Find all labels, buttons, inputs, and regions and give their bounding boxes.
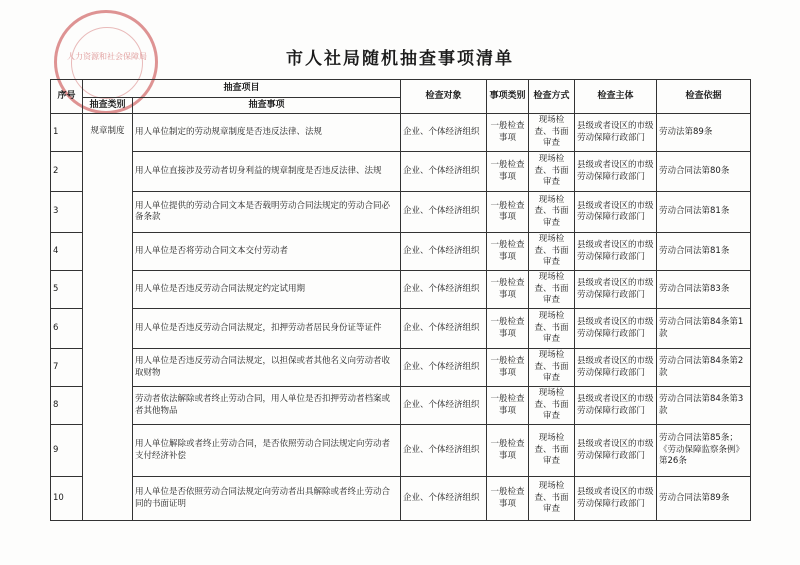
inspection-subject: 县级或者设区的市级劳动保障行政部门 (575, 271, 657, 309)
seal-text: 人力资源和社会保障局 (67, 52, 147, 61)
inspection-subject: 县级或者设区的市级劳动保障行政部门 (575, 114, 657, 152)
page-title: 市人社局随机抽查事项清单 (286, 49, 514, 69)
row-number: 3 (51, 192, 83, 233)
header-subject: 检查主体 (575, 80, 657, 114)
item-type: 一般检查事项 (487, 477, 529, 521)
legal-basis: 劳动合同法第81条 (657, 192, 751, 233)
table-row (51, 114, 751, 152)
legal-basis: 劳动合同法第84条第3款 (657, 387, 751, 425)
inspection-item: 用人单位解除或者终止劳动合同，是否依照劳动合同法规定向劳动者支付经济补偿 (133, 425, 401, 477)
header-object: 检查对象 (401, 80, 487, 114)
inspection-method: 现场检查、书面审查 (529, 233, 575, 271)
inspection-subject: 县级或者设区的市级劳动保障行政部门 (575, 349, 657, 387)
category-cell: 规章制度 (83, 114, 133, 521)
table-row (51, 233, 751, 271)
inspection-method: 现场检查、书面审查 (529, 271, 575, 309)
header-category: 抽查类别 (83, 98, 133, 114)
row-number: 4 (51, 233, 83, 271)
legal-basis: 劳动合同法第83条 (657, 271, 751, 309)
row-number: 1 (51, 114, 83, 152)
inspection-subject: 县级或者设区的市级劳动保障行政部门 (575, 309, 657, 349)
inspection-subject: 县级或者设区的市级劳动保障行政部门 (575, 152, 657, 192)
table-row (51, 152, 751, 192)
legal-basis: 劳动合同法第84条第2款 (657, 349, 751, 387)
row-number: 5 (51, 271, 83, 309)
inspection-method: 现场检查、书面审查 (529, 114, 575, 152)
header-item-group: 抽查项目 (83, 80, 401, 98)
table-row (51, 425, 751, 477)
inspection-method: 现场检查、书面审查 (529, 477, 575, 521)
inspection-object: 企业、个体经济组织 (401, 233, 487, 271)
inspection-object: 企业、个体经济组织 (401, 152, 487, 192)
inspection-method: 现场检查、书面审查 (529, 309, 575, 349)
table-row (51, 309, 751, 349)
inspection-subject: 县级或者设区的市级劳动保障行政部门 (575, 477, 657, 521)
inspection-object: 企业、个体经济组织 (401, 349, 487, 387)
inspection-item: 用人单位制定的劳动规章制度是否违反法律、法规 (133, 114, 401, 152)
header-no: 序号 (51, 80, 83, 114)
item-type: 一般检查事项 (487, 309, 529, 349)
header-basis: 检查依据 (657, 80, 751, 114)
row-number: 6 (51, 309, 83, 349)
inspection-method: 现场检查、书面审查 (529, 349, 575, 387)
row-number: 10 (51, 477, 83, 521)
row-number: 7 (51, 349, 83, 387)
inspection-method: 现场检查、书面审查 (529, 152, 575, 192)
item-type: 一般检查事项 (487, 271, 529, 309)
header-item: 抽查事项 (133, 98, 401, 114)
item-type: 一般检查事项 (487, 387, 529, 425)
legal-basis: 劳动合同法第89条 (657, 477, 751, 521)
inspection-object: 企业、个体经济组织 (401, 192, 487, 233)
item-type: 一般检查事项 (487, 349, 529, 387)
item-type: 一般检查事项 (487, 233, 529, 271)
inspection-item: 用人单位是否违反劳动合同法规定，以担保或者其他名义向劳动者收取财物 (133, 349, 401, 387)
item-type: 一般检查事项 (487, 152, 529, 192)
row-number: 9 (51, 425, 83, 477)
table-row (51, 192, 751, 233)
inspection-object: 企业、个体经济组织 (401, 425, 487, 477)
legal-basis: 劳动合同法第81条 (657, 233, 751, 271)
header-method: 检查方式 (529, 80, 575, 114)
inspection-object: 企业、个体经济组织 (401, 271, 487, 309)
table-row (51, 349, 751, 387)
inspection-item: 用人单位是否依照劳动合同法规定向劳动者出具解除或者终止劳动合同的书面证明 (133, 477, 401, 521)
legal-basis: 劳动合同法第80条 (657, 152, 751, 192)
row-number: 8 (51, 387, 83, 425)
inspection-item: 用人单位直接涉及劳动者切身利益的规章制度是否违反法律、法规 (133, 152, 401, 192)
item-type: 一般检查事项 (487, 425, 529, 477)
table-row (51, 387, 751, 425)
inspection-method: 现场检查、书面审查 (529, 192, 575, 233)
inspection-subject: 县级或者设区的市级劳动保障行政部门 (575, 233, 657, 271)
row-number: 2 (51, 152, 83, 192)
item-type: 一般检查事项 (487, 114, 529, 152)
item-type: 一般检查事项 (487, 192, 529, 233)
inspection-method: 现场检查、书面审查 (529, 387, 575, 425)
table-header-row (51, 80, 751, 98)
inspection-object: 企业、个体经济组织 (401, 387, 487, 425)
inspection-subject: 县级或者设区的市级劳动保障行政部门 (575, 387, 657, 425)
inspection-items-table (50, 79, 751, 521)
inspection-item: 用人单位是否将劳动合同文本交付劳动者 (133, 233, 401, 271)
inspection-item: 用人单位是否违反劳动合同法规定约定试用期 (133, 271, 401, 309)
inspection-object: 企业、个体经济组织 (401, 477, 487, 521)
legal-basis: 劳动合同法第84条第1款 (657, 309, 751, 349)
inspection-subject: 县级或者设区的市级劳动保障行政部门 (575, 425, 657, 477)
inspection-object: 企业、个体经济组织 (401, 114, 487, 152)
legal-basis: 劳动法第89条 (657, 114, 751, 152)
table-row (51, 477, 751, 521)
inspection-item: 用人单位提供的劳动合同文本是否载明劳动合同法规定的劳动合同必备条款 (133, 192, 401, 233)
inspection-method: 现场检查、书面审查 (529, 425, 575, 477)
inspection-subject: 县级或者设区的市级劳动保障行政部门 (575, 192, 657, 233)
legal-basis: 劳动合同法第85条；《劳动保障监察条例》第26条 (657, 425, 751, 477)
inspection-item: 用人单位是否违反劳动合同法规定，扣押劳动者居民身份证等证件 (133, 309, 401, 349)
table-row (51, 271, 751, 309)
inspection-item: 劳动者依法解除或者终止劳动合同，用人单位是否扣押劳动者档案或者其他物品 (133, 387, 401, 425)
header-type: 事项类别 (487, 80, 529, 114)
inspection-object: 企业、个体经济组织 (401, 309, 487, 349)
